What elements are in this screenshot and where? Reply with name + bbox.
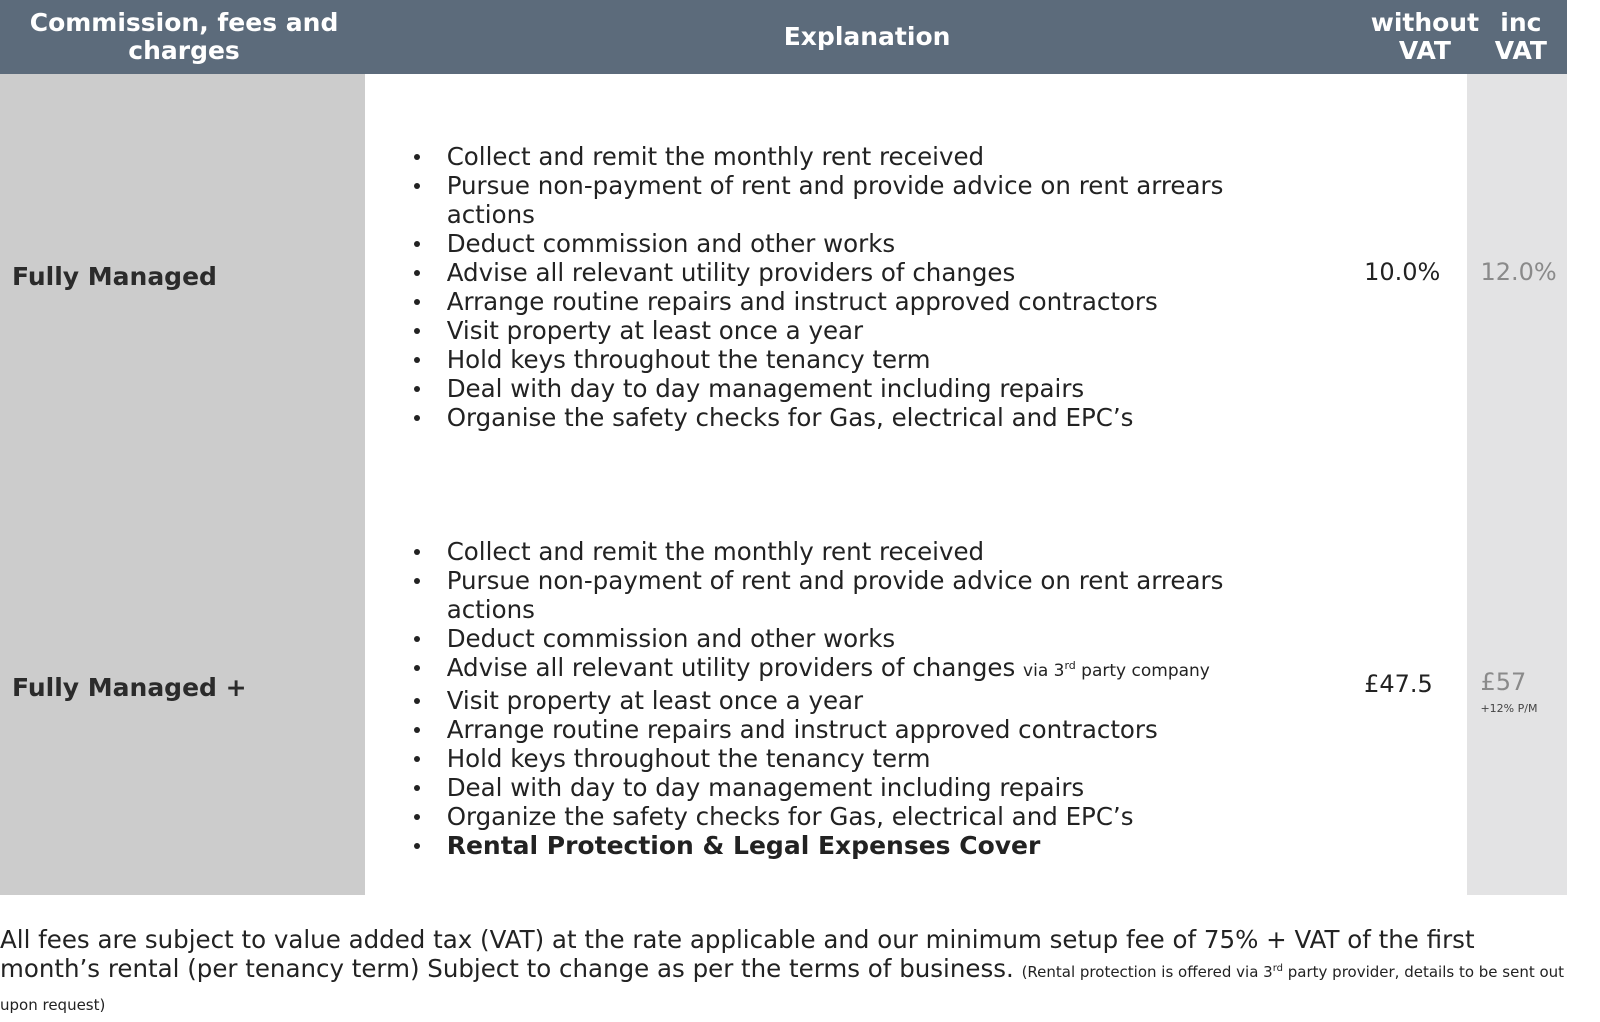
list-item: Deduct commission and other works bbox=[447, 624, 1277, 653]
list-item: Advise all relevant utility providers of changes bbox=[447, 258, 1277, 287]
footer-note bbox=[0, 925, 1580, 1020]
list-item: Hold keys throughout the tenancy term bbox=[447, 744, 1277, 773]
table-header bbox=[0, 0, 1567, 74]
header-without-vat: without VAT bbox=[1370, 8, 1480, 65]
service-name: Fully Managed bbox=[0, 74, 365, 479]
inc-vat-value: £57 bbox=[1480, 668, 1527, 696]
footer-text: All fees are subject to value added tax (VAT) at the rate applicable and our minimum setup fee of 75% + VAT of the first month’s rental (per tenancy term) Subject to change as per the terms of business. bbox=[0, 925, 1475, 983]
utility-note-sup: rd bbox=[1064, 659, 1076, 672]
without-vat-value: £47.5 bbox=[1364, 670, 1433, 698]
header-inc-vat: inc VAT bbox=[1494, 8, 1547, 65]
header-explanation: Explanation bbox=[783, 22, 951, 51]
inc-vat-note: +12% P/M bbox=[1480, 702, 1538, 715]
without-vat-value: 10.0% bbox=[1364, 258, 1441, 286]
utility-note-prefix: via 3 bbox=[1023, 661, 1065, 681]
list-item: Visit property at least once a year bbox=[447, 686, 1277, 715]
list-item: Deal with day to day management including repairs bbox=[447, 374, 1277, 403]
list-item: Deal with day to day management including repairs bbox=[447, 773, 1277, 802]
utility-note bbox=[1023, 661, 1210, 681]
list-item: Visit property at least once a year bbox=[447, 316, 1277, 345]
header-commission: Commission, fees and charges bbox=[29, 8, 339, 65]
list-item: Rental Protection & Legal Expenses Cover bbox=[447, 831, 1277, 860]
service-name: Fully Managed + bbox=[0, 479, 365, 895]
bullet-list bbox=[447, 142, 1277, 432]
list-item: Arrange routine repairs and instruct approved contractors bbox=[447, 715, 1277, 744]
footer-note-prefix: (Rental protection is offered via 3 bbox=[1021, 963, 1273, 981]
bullet-list bbox=[447, 537, 1277, 860]
bullet-text: Advise all relevant utility providers of changes bbox=[446, 653, 1016, 682]
explanation-cell bbox=[365, 74, 1351, 479]
footer-note-suffix: party provider, details to be sent out upon request) bbox=[0, 963, 1565, 1014]
list-item: Organise the safety checks for Gas, electrical and EPC’s bbox=[447, 403, 1277, 432]
list-item: Pursue non-payment of rent and provide advice on rent arrears actions bbox=[447, 171, 1277, 229]
list-item: Deduct commission and other works bbox=[447, 229, 1277, 258]
without-vat-cell bbox=[1351, 479, 1467, 895]
explanation-cell bbox=[365, 479, 1351, 895]
inc-vat-cell bbox=[1467, 74, 1567, 479]
inc-vat-cell bbox=[1467, 479, 1567, 895]
list-item: Hold keys throughout the tenancy term bbox=[447, 345, 1277, 374]
table-row bbox=[0, 74, 1567, 479]
list-item: Organize the safety checks for Gas, electrical and EPC’s bbox=[447, 802, 1277, 831]
utility-note-suffix: party company bbox=[1075, 661, 1210, 681]
inc-vat-value: 12.0% bbox=[1480, 258, 1557, 286]
list-item: Arrange routine repairs and instruct approved contractors bbox=[447, 287, 1277, 316]
without-vat-cell bbox=[1351, 74, 1467, 479]
list-item bbox=[447, 653, 1277, 686]
list-item: Collect and remit the monthly rent received bbox=[447, 142, 1277, 171]
table-row bbox=[0, 479, 1567, 895]
list-item: Collect and remit the monthly rent received bbox=[447, 537, 1277, 566]
footer-note-sup: rd bbox=[1272, 963, 1283, 974]
list-item: Pursue non-payment of rent and provide advice on rent arrears actions bbox=[447, 566, 1277, 624]
